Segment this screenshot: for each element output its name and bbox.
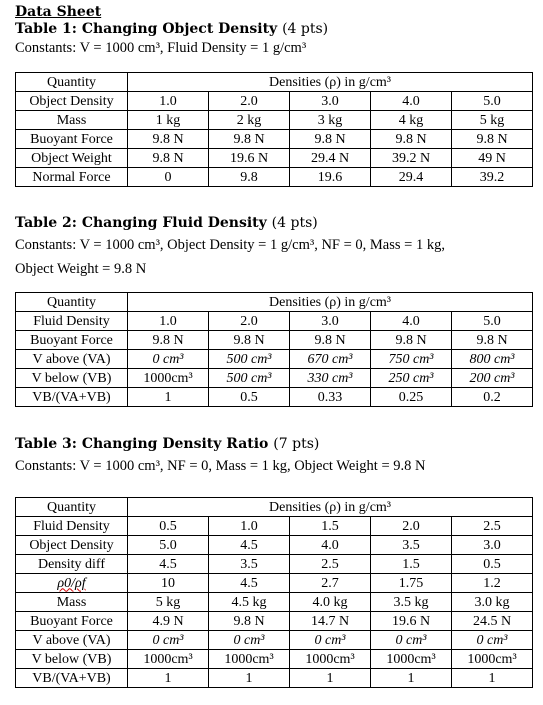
table2-constants-line1: Constants: V = 1000 cm³, Object Density = 1 g/cm³, NF = 0, Mass = 1 kg,: [15, 237, 445, 253]
table1-constants: Constants: V = 1000 cm³, Fluid Density = 1 g/cm³: [15, 40, 307, 56]
cell: 2.0: [209, 312, 290, 331]
table-row: [16, 331, 533, 350]
density-ratio-label: ρ0/ρf: [57, 575, 86, 591]
table1-title: [15, 21, 328, 37]
row-label: Buoyant Force: [16, 612, 128, 631]
table-row: [16, 130, 533, 149]
cell: 1000cm³: [371, 650, 452, 669]
cell: 4.0: [290, 536, 371, 555]
cell: 1000cm³: [452, 650, 533, 669]
table2-points: (4 pts): [271, 215, 318, 231]
cell: 2.0: [209, 92, 290, 111]
cell: 200 cm³: [452, 369, 533, 388]
cell: 2 kg: [209, 111, 290, 130]
table-row: [16, 517, 533, 536]
cell: 1000cm³: [209, 650, 290, 669]
row-label: Fluid Density: [16, 312, 128, 331]
cell: 9.8 N: [209, 130, 290, 149]
cell: 0 cm³: [128, 631, 209, 650]
cell: 1000cm³: [290, 650, 371, 669]
cell: 3.5: [209, 555, 290, 574]
cell: 3.0: [290, 92, 371, 111]
cell: 500 cm³: [209, 350, 290, 369]
cell: 1: [128, 669, 209, 688]
table-row: [16, 111, 533, 130]
table-row: [16, 312, 533, 331]
cell: 9.8 N: [452, 331, 533, 350]
cell: 1: [452, 669, 533, 688]
table2-densities-header: Densities (ρ) in g/cm³: [128, 293, 533, 312]
table2-quantity-header: Quantity: [16, 293, 128, 312]
cell: 4.0 kg: [290, 593, 371, 612]
table-row: [16, 574, 533, 593]
table3-quantity-header: Quantity: [16, 498, 128, 517]
cell: 0.5: [128, 517, 209, 536]
cell: 2.5: [452, 517, 533, 536]
cell: 29.4: [371, 168, 452, 187]
cell: 330 cm³: [290, 369, 371, 388]
row-label: Normal Force: [16, 168, 128, 187]
table2: [15, 292, 533, 407]
table-row: [16, 168, 533, 187]
cell: 1: [371, 669, 452, 688]
cell: 0.5: [452, 555, 533, 574]
table2-title: [15, 215, 318, 231]
row-label: V above (VA): [16, 350, 128, 369]
table3-title: [15, 436, 319, 452]
cell: 1.5: [290, 517, 371, 536]
cell: 3 kg: [290, 111, 371, 130]
table-row: [16, 92, 533, 111]
cell: 2.7: [290, 574, 371, 593]
table1: [15, 72, 533, 187]
cell: 0 cm³: [371, 631, 452, 650]
cell: 9.8 N: [371, 331, 452, 350]
table-row: [16, 669, 533, 688]
row-label: VB/(VA+VB): [16, 388, 128, 407]
row-label: Mass: [16, 593, 128, 612]
cell: 24.5 N: [452, 612, 533, 631]
row-label: Buoyant Force: [16, 130, 128, 149]
cell: 9.8 N: [209, 331, 290, 350]
cell: 1: [209, 669, 290, 688]
cell: 1.75: [371, 574, 452, 593]
cell: 0 cm³: [128, 350, 209, 369]
cell: 4.5 kg: [209, 593, 290, 612]
cell: 1: [128, 388, 209, 407]
cell: 4.9 N: [128, 612, 209, 631]
cell: 3.5: [371, 536, 452, 555]
table3-constants: Constants: V = 1000 cm³, NF = 0, Mass = 1 kg, Object Weight = 9.8 N: [15, 458, 426, 474]
cell: 5 kg: [128, 593, 209, 612]
cell: 4.5: [209, 574, 290, 593]
cell: 3.0: [452, 536, 533, 555]
cell: 1 kg: [128, 111, 209, 130]
cell: 3.0: [290, 312, 371, 331]
cell: 250 cm³: [371, 369, 452, 388]
row-label: V below (VB): [16, 369, 128, 388]
cell: 49 N: [452, 149, 533, 168]
cell: 5.0: [452, 92, 533, 111]
row-label: V above (VA): [16, 631, 128, 650]
cell: 750 cm³: [371, 350, 452, 369]
cell: 29.4 N: [290, 149, 371, 168]
table3-points: (7 pts): [273, 436, 320, 452]
cell: 39.2: [452, 168, 533, 187]
cell: 39.2 N: [371, 149, 452, 168]
table1-points: (4 pts): [282, 21, 329, 37]
table-row: [16, 612, 533, 631]
cell: 800 cm³: [452, 350, 533, 369]
cell: 5.0: [452, 312, 533, 331]
cell: 19.6 N: [371, 612, 452, 631]
row-label: Density diff: [16, 555, 128, 574]
cell: 1000cm³: [128, 369, 209, 388]
cell: 9.8: [209, 168, 290, 187]
row-label: V below (VB): [16, 650, 128, 669]
cell: 3.5 kg: [371, 593, 452, 612]
cell: 1: [290, 669, 371, 688]
table1-title-text: Table 1: Changing Object Density: [15, 21, 278, 37]
cell: 9.8 N: [128, 331, 209, 350]
table1-quantity-header: Quantity: [16, 73, 128, 92]
cell: 5.0: [128, 536, 209, 555]
cell: 19.6: [290, 168, 371, 187]
cell: 3.0 kg: [452, 593, 533, 612]
row-label: Object Density: [16, 92, 128, 111]
cell: 670 cm³: [290, 350, 371, 369]
table2-title-text: Table 2: Changing Fluid Density: [15, 215, 267, 231]
sheet-title: Data Sheet: [15, 4, 102, 20]
cell: 1.0: [128, 92, 209, 111]
cell: 9.8 N: [290, 130, 371, 149]
cell: 1.0: [209, 517, 290, 536]
cell: 500 cm³: [209, 369, 290, 388]
cell: 14.7 N: [290, 612, 371, 631]
cell: 5 kg: [452, 111, 533, 130]
cell: 4.5: [128, 555, 209, 574]
row-label: Fluid Density: [16, 517, 128, 536]
table-row: [16, 536, 533, 555]
table2-constants-line2: Object Weight = 9.8 N: [15, 261, 147, 277]
table-row: [16, 631, 533, 650]
table1-densities-header: Densities (ρ) in g/cm³: [128, 73, 533, 92]
cell: 1.5: [371, 555, 452, 574]
cell: 0 cm³: [452, 631, 533, 650]
cell: 10: [128, 574, 209, 593]
cell: 0.5: [209, 388, 290, 407]
cell: 9.8 N: [128, 130, 209, 149]
row-label: Mass: [16, 111, 128, 130]
row-label: Object Weight: [16, 149, 128, 168]
cell: 9.8 N: [128, 149, 209, 168]
cell: 2.5: [290, 555, 371, 574]
table-row: [16, 369, 533, 388]
table-row: [16, 350, 533, 369]
cell: 9.8 N: [452, 130, 533, 149]
cell: 1.2: [452, 574, 533, 593]
table-row: [16, 555, 533, 574]
cell: 0: [128, 168, 209, 187]
cell: 0 cm³: [209, 631, 290, 650]
table3-title-text: Table 3: Changing Density Ratio: [15, 436, 269, 452]
table-row: [16, 388, 533, 407]
cell: 9.8 N: [290, 331, 371, 350]
table-row: [16, 593, 533, 612]
cell: 4.0: [371, 312, 452, 331]
cell: 1000cm³: [128, 650, 209, 669]
row-label: Buoyant Force: [16, 331, 128, 350]
cell: 9.8 N: [209, 612, 290, 631]
cell: 2.0: [371, 517, 452, 536]
table3: [15, 497, 533, 688]
cell: 9.8 N: [371, 130, 452, 149]
cell: 0 cm³: [290, 631, 371, 650]
cell: 1.0: [128, 312, 209, 331]
row-label: [16, 574, 128, 593]
table-row: [16, 149, 533, 168]
table-row: [16, 650, 533, 669]
cell: 0.2: [452, 388, 533, 407]
row-label: VB/(VA+VB): [16, 669, 128, 688]
row-label: Object Density: [16, 536, 128, 555]
table3-densities-header: Densities (ρ) in g/cm³: [128, 498, 533, 517]
cell: 0.25: [371, 388, 452, 407]
cell: 4 kg: [371, 111, 452, 130]
cell: 4.5: [209, 536, 290, 555]
cell: 4.0: [371, 92, 452, 111]
cell: 19.6 N: [209, 149, 290, 168]
cell: 0.33: [290, 388, 371, 407]
